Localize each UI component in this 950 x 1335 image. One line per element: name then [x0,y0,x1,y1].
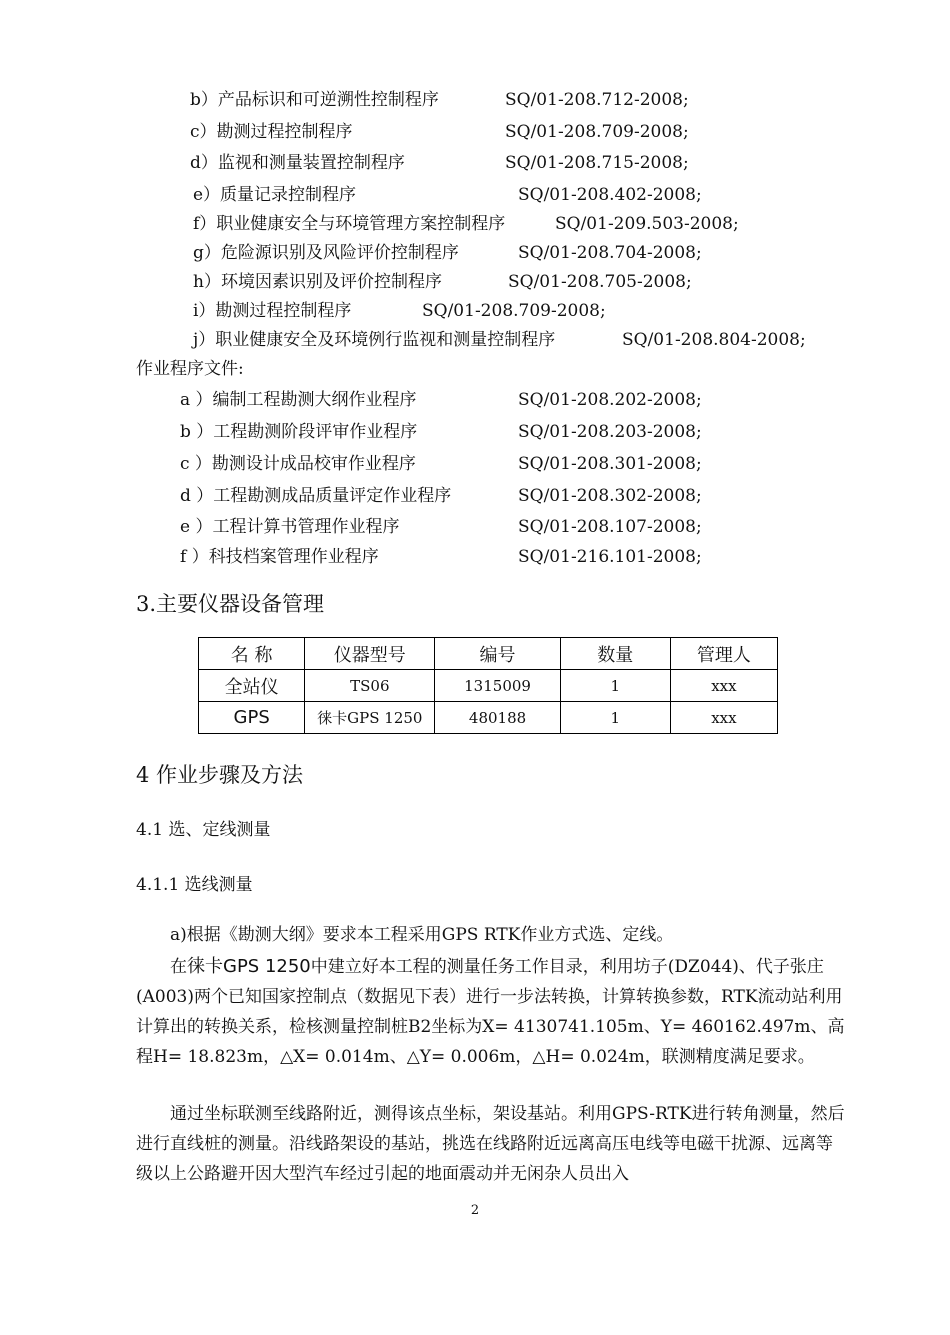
table-cell: 徕卡GPS 1250 [305,702,435,734]
table-header-cell: 管理人 [670,638,777,670]
procedure-j-label: j）职业健康安全及环境例行监视和测量控制程序 [193,330,556,350]
work-procedure-a-label: a ）编制工程勘测大纲作业程序 [180,390,417,410]
table-cell: 1315009 [435,670,560,702]
table-cell: TS06 [305,670,435,702]
table-header-cell: 仪器型号 [305,638,435,670]
section-3-title: 3.主要仪器设备管理 [136,592,325,616]
work-procedure-b-label: b ）工程勘测阶段评审作业程序 [180,422,418,442]
table-cell: 全站仪 [199,670,305,702]
procedure-i-label: i）勘测过程控制程序 [193,301,352,321]
work-procedure-e-label: e ）工程计算书管理作业程序 [180,517,400,537]
table-header-cell: 数量 [560,638,670,670]
procedure-h-code: SQ/01-208.705-2008; [508,272,692,292]
procedure-d-label: d）监视和测量装置控制程序 [190,153,405,173]
work-procedures-title: 作业程序文件: [136,359,244,379]
paragraph-a: a)根据《勘测大纲》要求本工程采用GPS RTK作业方式选、定线。 [170,925,674,945]
procedure-e-label: e）质量记录控制程序 [193,185,357,205]
work-procedure-a-code: SQ/01-208.202-2008; [518,390,702,410]
procedure-f-label: f）职业健康安全与环境管理方案控制程序 [193,214,506,234]
table-cell: xxx [670,702,777,734]
table-row [199,670,778,702]
procedure-c-code: SQ/01-208.709-2008; [505,122,689,142]
work-procedure-f-label: f ）科技档案管理作业程序 [180,547,379,567]
table-cell: xxx [670,670,777,702]
paragraph-c: 通过坐标联测至线路附近，测得该点坐标，架设基站。利用GPS-RTK进行转角测量，然后进行直线桩的测量。沿线路架设的基站，挑选在线路附近远离高压电线等电磁干扰源、远离等级以上公路避开因大型汽车经过引起的地面震动并无闲杂人员出入 [136,1104,845,1184]
table-cell: GPS [199,702,305,734]
paragraph-b [136,952,846,1072]
paragraph-b-text: 中建立好本工程的测量任务工作目录，利用坊子(DZ044)、代子张庄(A003)两个已知国家控制点（数据见下表）进行一步法转换，计算转换参数，RTK流动站利用计算出的转换关系，检核测量控制桩B2坐标为X= 4130741.105m、Y= 460162.497m、高程H= 18.823m，△X= 0.014m、△Y= 0.006m，△H= 0.024m，联测精度满足要求。 [136,957,845,1067]
table-row [199,702,778,734]
page-number: 2 [470,1203,480,1218]
work-procedure-f-code: SQ/01-216.101-2008; [518,547,702,567]
procedure-i-code: SQ/01-208.709-2008; [422,301,606,321]
table-cell: 480188 [435,702,560,734]
procedure-g-label: g）危险源识别及风险评价控制程序 [193,243,459,263]
table-cell: 1 [560,702,670,734]
procedure-b-code: SQ/01-208.712-2008; [505,90,689,110]
table-header-cell: 编号 [435,638,560,670]
section-4-title: 4 作业步骤及方法 [136,763,304,787]
section-4-1-title: 4.1 选、定线测量 [136,820,271,840]
procedure-j-code: SQ/01-208.804-2008; [622,330,806,350]
work-procedure-d-label: d ）工程勘测成品质量评定作业程序 [180,486,452,506]
table-header-cell: 名 称 [199,638,305,670]
table-header-row [199,638,778,670]
procedure-f-code: SQ/01-209.503-2008; [555,214,739,234]
table-cell: 1 [560,670,670,702]
work-procedure-c-code: SQ/01-208.301-2008; [518,454,702,474]
device-name: 徕卡GPS 1250 [187,956,311,977]
section-4-1-1-title: 4.1.1 选线测量 [136,875,253,895]
work-procedure-b-code: SQ/01-208.203-2008; [518,422,702,442]
work-procedure-c-label: c ）勘测设计成品校审作业程序 [180,454,416,474]
procedure-b-label: b）产品标识和可逆溯性控制程序 [190,90,439,110]
procedure-h-label: h）环境因素识别及评价控制程序 [193,272,442,292]
paragraph-b-prefix: 在 [170,957,187,977]
procedure-c-label: c）勘测过程控制程序 [190,122,353,142]
work-procedure-e-code: SQ/01-208.107-2008; [518,517,702,537]
equipment-table [198,637,778,734]
procedure-g-code: SQ/01-208.704-2008; [518,243,702,263]
work-procedure-d-code: SQ/01-208.302-2008; [518,486,702,506]
procedure-d-code: SQ/01-208.715-2008; [505,153,689,173]
procedure-e-code: SQ/01-208.402-2008; [518,185,702,205]
